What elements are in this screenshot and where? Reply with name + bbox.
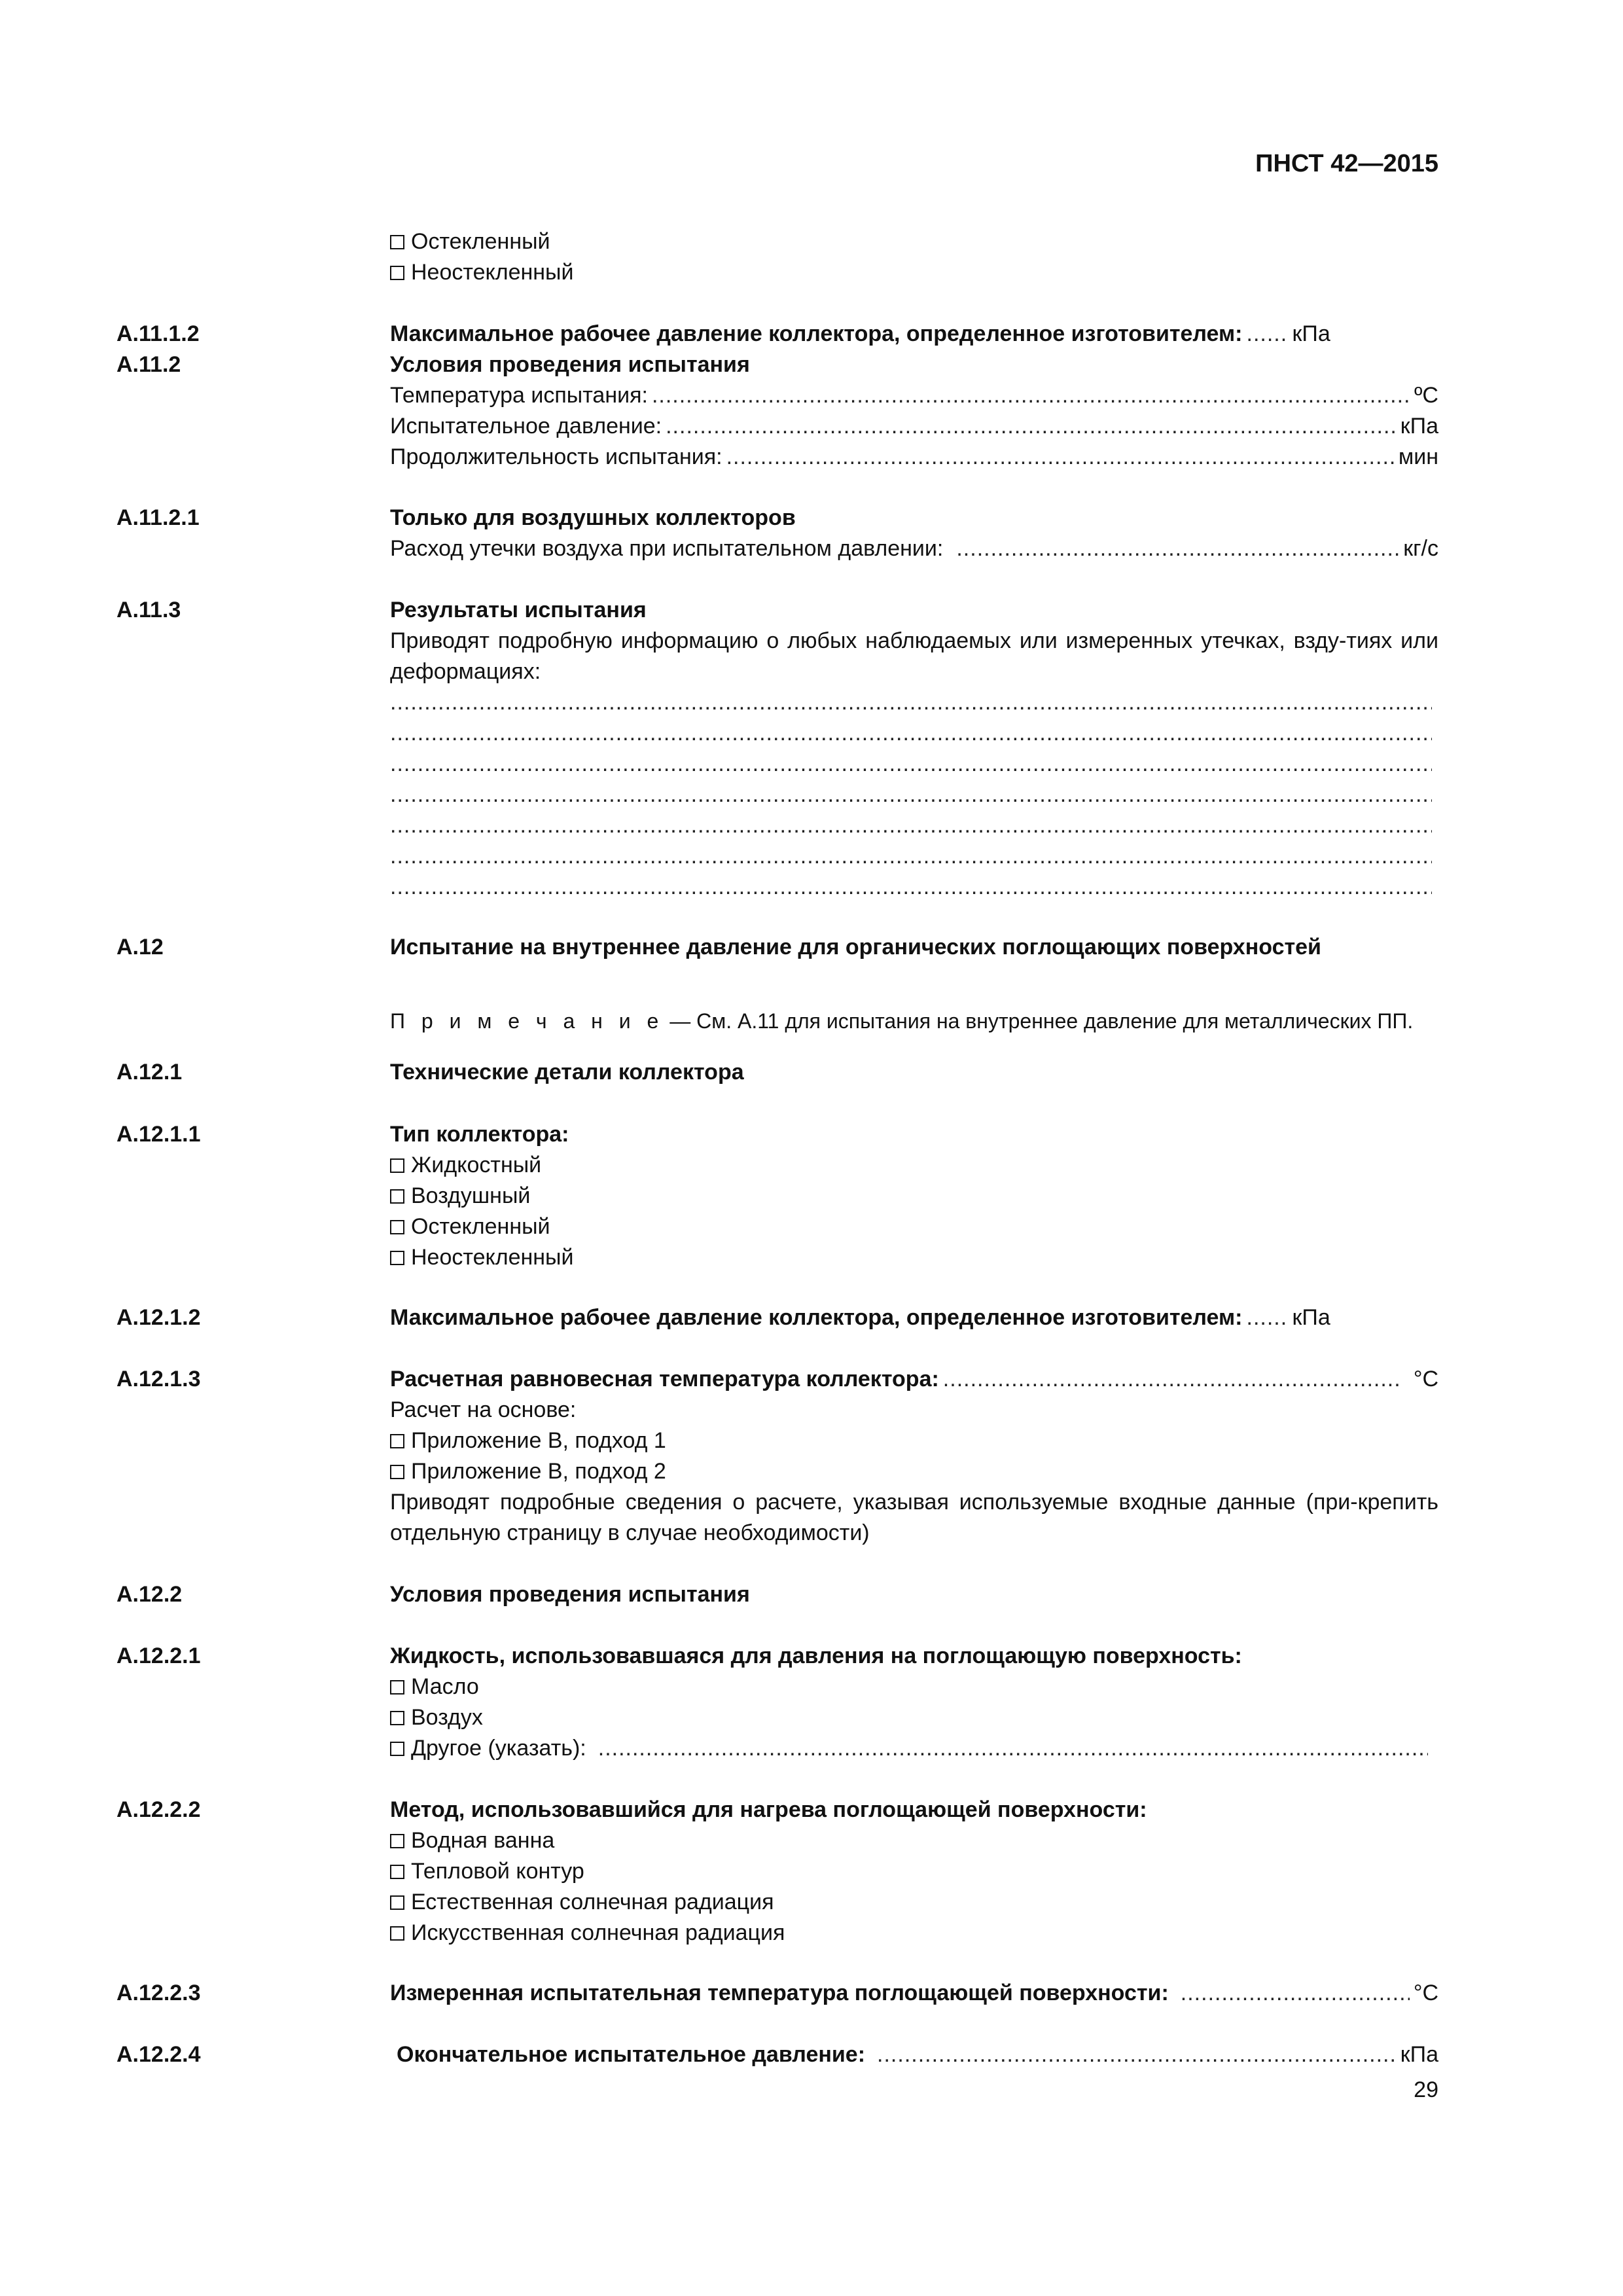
field-label: Испытательное давление: [390,414,662,439]
note [390,1006,1438,1037]
checkbox-option-other[interactable]: Другое (указать): ..... [390,1733,1432,1764]
unit-label: °С [1413,1367,1438,1391]
fill-in-line[interactable] [666,411,1397,442]
instruction-text: Приводят подробную информацию о любых наблюдаемых или измеренных утечках, взду-тиях или деформациях: [390,628,1438,684]
checkbox-icon[interactable] [390,1742,404,1756]
section-a-12-2-1 [116,1641,1438,1764]
section-title: Тип коллектора: [390,1122,569,1147]
checkbox-option[interactable]: Воздух [390,1702,1438,1733]
fill-in-line[interactable] [390,841,1432,872]
fill-in-line[interactable] [390,810,1432,841]
checkbox-option[interactable]: Неостекленный [390,1242,1438,1273]
checkbox-icon[interactable] [390,1865,404,1879]
section-number: A.12.2.1 [116,1643,201,1668]
section-title: Только для воздушных коллекторов [390,505,796,530]
section-title: Расчетная равновесная температура коллектора: [390,1367,939,1391]
unit-label: кПа [1292,1305,1330,1330]
section-number: A.11.2.1 [116,505,200,530]
section-title: Технические детали коллектора [390,1060,744,1085]
note-text: — См. А.11 для испытания на внутреннее давление для металлических ПП. [664,1009,1414,1033]
document-header: ПНСТ 42—2015 [1255,150,1438,177]
checkbox-icon[interactable] [390,1680,404,1695]
checkbox-icon[interactable] [390,1834,404,1848]
sub-label: Расчет на основе: [390,1397,577,1422]
page-number: 29 [1414,2077,1438,2102]
fill-in-line[interactable] [956,533,1399,564]
section-title: Условия проведения испытания [390,352,750,377]
fill-in-line[interactable] [390,780,1432,810]
section-a-11-2-1 [116,503,1438,564]
checkbox-icon[interactable] [390,1895,404,1910]
checkbox-option[interactable]: Остекленный [390,226,1438,257]
section-a-12-1-2 [116,1302,1438,1333]
checkbox-option[interactable]: Тепловой контур [390,1856,1438,1887]
fill-in-line[interactable] [726,442,1395,473]
checkbox-icon[interactable] [390,1251,404,1265]
section-number: A.12.2.3 [116,1981,201,2005]
section-number: A.12.2 [116,1582,183,1607]
fill-in-line[interactable] [390,718,1432,749]
fill-in-line[interactable] [1247,1302,1289,1333]
checkbox-icon[interactable] [390,235,404,249]
instruction-text: Приводят подробные сведения о расчете, указывая используемые входные данные (при-крепить отдельную страницу в случае необходимости) [390,1490,1438,1545]
checkbox-option[interactable]: Естественная солнечная радиация [390,1887,1438,1918]
checkbox-option[interactable]: Воздушный [390,1181,1438,1211]
section-title: Измеренная испытательная температура поглощающей поверхности: [390,1981,1169,2005]
section-number: A.11.3 [116,598,181,622]
fill-in-line[interactable] [390,687,1432,718]
checkbox-option[interactable]: Жидкостный [390,1150,1438,1181]
checkbox-option[interactable]: Водная ванна [390,1825,1438,1856]
section-title: Жидкость, использовавшаяся для давления на поглощающую поверхность: [390,1643,1242,1668]
checkbox-icon[interactable] [390,1465,404,1479]
section-a-11-3 [116,595,1438,903]
checkbox-icon[interactable] [390,1220,404,1234]
checkbox-icon[interactable] [390,1434,404,1448]
fill-in-line[interactable] [390,872,1432,903]
section-number: A.12 [116,935,164,960]
checkbox-icon[interactable] [390,1158,404,1173]
fill-in-line[interactable] [943,1364,1399,1395]
fill-in-line[interactable] [598,1733,1428,1764]
section-title: Метод, использовавшийся для нагрева поглощающей поверхности: [390,1797,1147,1822]
unit-label: °С [1413,1981,1438,2005]
checkbox-option[interactable]: Остекленный [390,1211,1438,1242]
unit-label: мин [1398,444,1438,469]
fill-in-line[interactable] [877,2039,1397,2070]
fill-in-line[interactable] [652,380,1410,411]
section-a-12-1-1 [116,1119,1438,1273]
section-a-12-2-3 [116,1978,1438,2009]
checkbox-option[interactable]: Приложение В, подход 1 [390,1426,1438,1456]
section-a-11-2 [116,350,1438,473]
unit-label: кПа [1292,321,1330,346]
section-number: A.11.2 [116,352,181,377]
section-number: A.12.2.4 [116,2042,201,2067]
checkbox-icon[interactable] [390,1189,404,1204]
section-a-11-1-2 [116,319,1438,350]
section-number: A.12.1 [116,1060,183,1085]
fill-in-line[interactable] [1247,319,1289,350]
checkbox-option[interactable]: Неостекленный [390,257,1438,288]
checkbox-icon[interactable] [390,1711,404,1725]
checkbox-icon[interactable] [390,266,404,280]
unit-label: кг/с [1403,536,1438,561]
section-title: Условия проведения испытания [390,1582,750,1607]
section-number: A.12.2.2 [116,1797,201,1822]
section-a-12-2-2 [116,1795,1438,1948]
checkbox-icon[interactable] [390,1926,404,1941]
section-number: A.11.1.2 [116,321,200,346]
unit-label: кПа [1400,2042,1438,2067]
section-number: A.12.1.2 [116,1305,201,1330]
field-label: Продолжительность испытания: [390,444,722,469]
section-a-12-2-4 [116,2039,1438,2070]
checkbox-option[interactable]: Приложение В, подход 2 [390,1456,1438,1487]
section-title: Результаты испытания [390,598,647,622]
section-title: Испытание на внутреннее давление для органических поглощающих поверхностей [390,935,1321,960]
section-title: Максимальное рабочее давление коллектора, определенное изготовителем: [390,321,1243,346]
section-a-12-1-3 [116,1364,1438,1549]
fill-in-line[interactable] [1181,1978,1410,2009]
unit-label: кПа [1400,414,1438,439]
section-number: A.12.1.3 [116,1367,201,1391]
section-a-12-2 [116,1579,1438,1610]
section-a-12 [116,932,1438,1037]
fill-in-line[interactable] [390,749,1432,780]
note-label: П р и м е ч а н и е [390,1009,664,1033]
field-label: Расход утечки воздуха при испытательном давлении: [390,536,944,561]
section-title: Максимальное рабочее давление коллектора, определенное изготовителем: [390,1305,1243,1330]
section-number: A.12.1.1 [116,1122,201,1147]
section-prev-options [116,226,1438,288]
unit-label: ºС [1414,383,1438,408]
checkbox-option[interactable]: Искусственная солнечная радиация [390,1918,1438,1948]
field-label: Температура испытания: [390,383,648,408]
section-title: Окончательное испытательное давление: [397,2042,866,2067]
section-a-12-1 [116,1057,1438,1088]
checkbox-option[interactable]: Масло [390,1672,1438,1702]
